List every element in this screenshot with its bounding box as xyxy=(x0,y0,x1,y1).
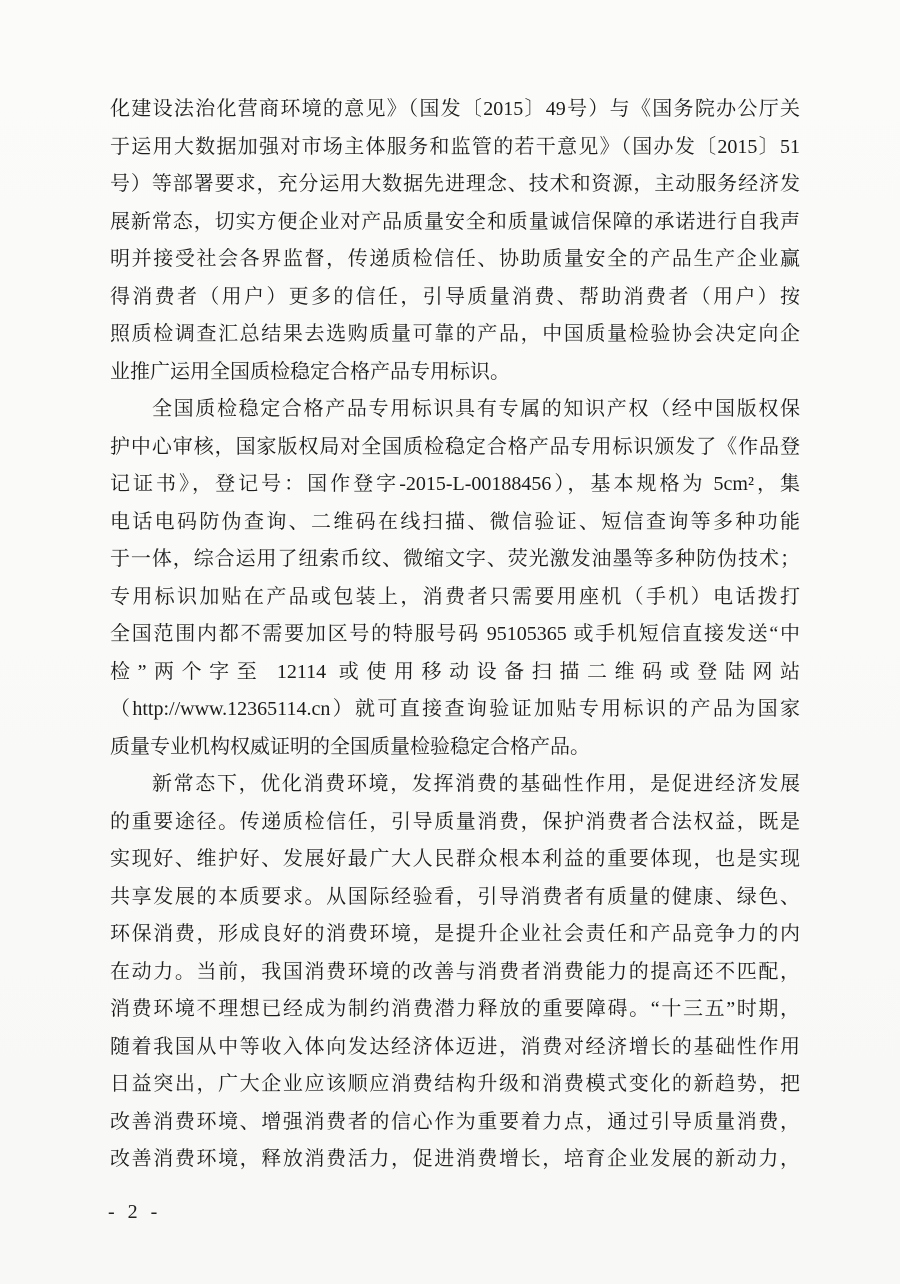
text-line: 在动力。当前，我国消费环境的改善与消费者消费能力的提高还不匹配， xyxy=(110,960,800,983)
text-line: 随着我国从中等收入体向发达经济体迈进，消费对经济增长的基础性作用 xyxy=(110,1035,800,1058)
text-line: 电话电码防伪查询、二维码在线扫描、微信验证、短信查询等多种功能 xyxy=(110,510,800,533)
text-line: 消费环境不理想已经成为制约消费潜力释放的重要障碍。“十三五”时期， xyxy=(110,998,800,1020)
text-line: （http://www.12365114.cn）就可直接查询验证加贴专用标识的产品为国家 xyxy=(110,698,800,720)
text-line: 质量专业机构权威证明的全国质量检验稳定合格产品。 xyxy=(110,735,590,758)
text-line: 的重要途径。传递质检信任，引导质量消费，保护消费者合法权益，既是 xyxy=(110,810,800,833)
paragraph-1 xyxy=(110,91,800,391)
text-line: 护中心审核，国家版权局对全国质检稳定合格产品专用标识颁发了《作品登 xyxy=(110,435,800,458)
text-line: 照质检调查汇总结果去选购质量可靠的产品，中国质量检验协会决定向企 xyxy=(110,323,800,345)
text-line: 共享发展的本质要求。从国际经验看，引导消费者有质量的健康、绿色、 xyxy=(110,885,800,908)
body-text xyxy=(110,91,800,1179)
text-line: 于一体，综合运用了纽索币纹、微缩文字、荧光激发油墨等多种防伪技术； xyxy=(110,548,800,570)
paragraph-3 xyxy=(110,766,800,1179)
text-line: 改善消费环境，释放消费活力，促进消费增长，培育企业发展的新动力， xyxy=(110,1148,800,1170)
text-line: 实现好、维护好、发展好最广大人民群众根本利益的重要体现，也是实现 xyxy=(110,848,800,870)
text-line: 专用标识加贴在产品或包装上，消费者只需要用座机（手机）电话拨打 xyxy=(110,585,800,608)
text-line: 明并接受社会各界监督，传递质检信任、协助质量安全的产品生产企业赢 xyxy=(110,248,800,270)
text-line: 全国质检稳定合格产品专用标识具有专属的知识产权（经中国版权保 xyxy=(152,398,800,420)
text-line: 化建设法治化营商环境的意见》（国发〔2015〕49号）与《国务院办公厅关 xyxy=(110,98,800,120)
text-line: 于运用大数据加强对市场主体服务和监管的若干意见》（国办发〔2015〕51 xyxy=(110,135,800,158)
page-number: - 2 - xyxy=(108,1201,162,1223)
text-line: 得消费者（用户）更多的信任，引导质量消费、帮助消费者（用户）按 xyxy=(110,285,800,308)
text-line: 日益突出，广大企业应该顺应消费结构升级和消费模式变化的新趋势，把 xyxy=(110,1073,800,1095)
text-line: 改善消费环境、增强消费者的信心作为重要着力点，通过引导质量消费， xyxy=(110,1110,800,1133)
text-line: 全国范围内都不需要加区号的特服号码 95105365 或手机短信直接发送“中 xyxy=(110,623,800,645)
paragraph-2 xyxy=(110,391,800,766)
text-line: 展新常态，切实方便企业对产品质量安全和质量诚信保障的承诺进行自我声 xyxy=(110,210,800,233)
text-line: 新常态下，优化消费环境，发挥消费的基础性作用，是促进经济发展 xyxy=(152,773,800,795)
text-line: 环保消费，形成良好的消费环境，是提升企业社会责任和产品竞争力的内 xyxy=(110,923,800,945)
text-line: 记证书》，登记号：国作登字-2015-L-00188456），基本规格为 5cm²，集 xyxy=(110,473,800,495)
text-line: 检”两个字至 12114 或使用移动设备扫描二维码或登陆网站 xyxy=(110,660,800,683)
text-line: 号）等部署要求，充分运用大数据先进理念、技术和资源，主动服务经济发 xyxy=(110,173,800,195)
text-line: 业推广运用全国质检稳定合格产品专用标识。 xyxy=(110,360,510,383)
